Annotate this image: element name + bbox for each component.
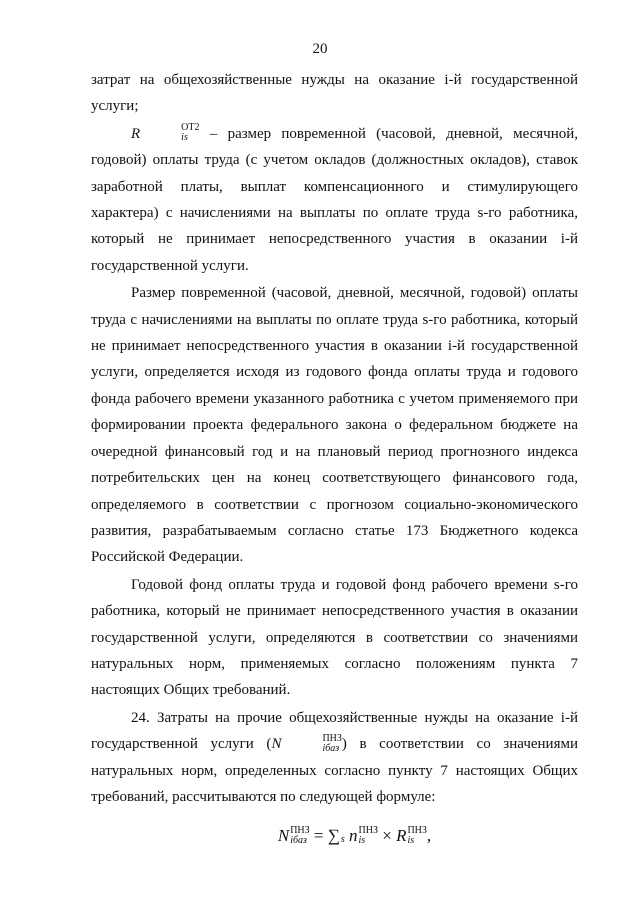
formula-lhs-subscript: iбаз bbox=[290, 835, 307, 847]
formula-r-superscript: ПНЗ bbox=[407, 825, 427, 837]
clause-24-text-after: ) в соответствии со значениями натуральных норм, определенных согласно пункту 7 настоящих Общих требований, рассчитываются по следующей формуле: bbox=[91, 736, 578, 805]
formula-lhs-superscript: ПНЗ bbox=[290, 825, 310, 837]
formula-r-subscript: is bbox=[407, 835, 415, 847]
variable-r-indices bbox=[141, 123, 199, 143]
variable-n: N bbox=[271, 736, 282, 753]
formula-times: × bbox=[377, 826, 397, 846]
formula-sum-indices bbox=[341, 827, 345, 845]
formula-lhs-var: N bbox=[277, 826, 290, 846]
formula-sum-subscript: s bbox=[340, 834, 345, 846]
formula-sum-sign: ∑ bbox=[327, 826, 340, 846]
clause-24-text-before: 24. Затраты на прочие общехозяйственные нужды на оказание i-й государственной услуги ( bbox=[91, 709, 578, 753]
formula-r-indices bbox=[407, 826, 426, 846]
variable-n-superscript: ПНЗ bbox=[322, 732, 342, 744]
variable-r-superscript: ОТ2 bbox=[181, 122, 200, 134]
variable-n-subscript: iбаз bbox=[322, 742, 340, 754]
paragraph-clause-24 bbox=[91, 705, 578, 811]
formula-equals: = bbox=[309, 826, 328, 846]
formula-n-var: n bbox=[344, 826, 358, 846]
formula-n-superscript: ПНЗ bbox=[358, 825, 378, 837]
paragraph-annual-fund: Годовой фонд оплаты труда и годовой фонд рабочего времени s-го работника, который не принимает непосредственного участия в оказании государственной услуги, определяются в соответствии со значениями натуральных норм, применяемых согласно положениям пункта 7 настоящих Общих требований. bbox=[91, 576, 578, 699]
variable-r: R bbox=[131, 125, 141, 142]
formula-lhs-indices bbox=[290, 826, 309, 846]
variable-n-indices bbox=[282, 734, 341, 754]
document-body bbox=[91, 67, 578, 850]
formula bbox=[91, 822, 578, 850]
formula-comma: , bbox=[426, 826, 432, 846]
paragraph-definition-r-ot2 bbox=[91, 121, 578, 279]
definition-text: – размер повременной (часовой, дневной, месячной, годовой) оплаты труда (с учетом окладов (должностных окладов), ставок заработной платы, выплат компенсационного и стимулирующего характера) с начислениями на выплаты по оплате труда s-го работника, который не принимает непосредственного участия в оказании i-й государственной услуги. bbox=[91, 125, 578, 274]
paragraph-continuation: затрат на общехозяйственные нужды на оказание i-й государственной услуги; bbox=[91, 72, 578, 115]
formula-r-var: R bbox=[396, 826, 407, 846]
page-number: 20 bbox=[312, 41, 328, 57]
variable-r-subscript: is bbox=[181, 132, 188, 144]
formula-n-indices bbox=[359, 826, 378, 846]
paragraph-wage-size: Размер повременной (часовой, дневной, месячной, годовой) оплаты труда с начислениями на выплаты по оплате труда s-го работника, который не принимает непосредственного участия в оказании i-й государственной услуги, определяется исходя из годового фонда оплаты труда и годового фонда рабочего времени указанного работника с учетом применяемого при формировании проекта федерального закона о федеральном бюджете на очередной финансовый год и на плановый период прогнозного индекса потребительских цен на конец соответствующего финансового года, определяемого в соответствии с прогнозом социально-экономического развития, разрабатываемым согласно статье 173 Бюджетного кодекса Российской Федерации. bbox=[91, 285, 578, 566]
formula-n-subscript: is bbox=[358, 835, 366, 847]
